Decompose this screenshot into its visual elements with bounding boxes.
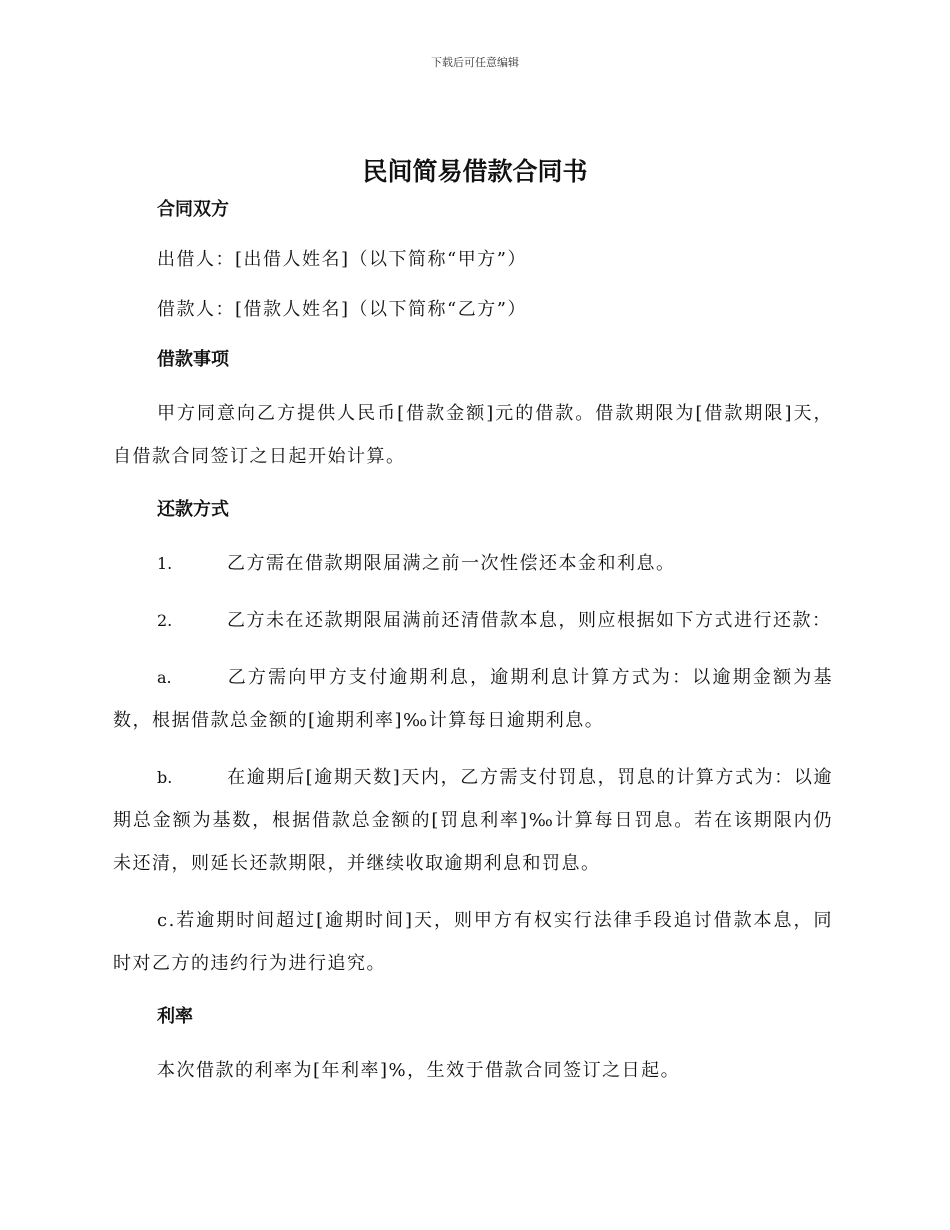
repayment-item-a <box>113 656 833 742</box>
repayment-item-2 <box>113 599 833 642</box>
interest-paragraph: 本次借款的利率为[年利率]%，生效于借款合同签订之日起。 <box>157 1060 681 1081</box>
list-item-text: 乙方需向甲方支付逾期利息，逾期利息计算方式为：以逾期金额为基数，根据借款总金额的[逾期利率]‰计算每日逾期利息。 <box>113 667 833 731</box>
document-body <box>113 192 833 1092</box>
repayment-item-c: c.若逾期时间超过[逾期时间]天，则甲方有权实行法律手段追讨借款本息，同时对乙方的违约行为进行追究。 <box>113 910 833 974</box>
section-heading-loan: 借款事项 <box>157 349 229 370</box>
document-title: 民间简易借款合同书 <box>362 157 588 186</box>
list-marker: 2. <box>157 611 173 630</box>
lender-line: 出借人：[出借人姓名]（以下简称“甲方”） <box>157 249 527 270</box>
list-item-text: 乙方未在还款期限届满前还清借款本息，则应根据如下方式进行还款： <box>227 610 832 631</box>
list-marker: 1. <box>157 554 173 573</box>
list-marker: b. <box>157 768 173 787</box>
section-heading-interest: 利率 <box>157 1006 193 1027</box>
header-note: 下载后可任意编辑 <box>431 56 519 69</box>
repayment-item-b <box>113 756 833 885</box>
loan-paragraph: 甲方同意向乙方提供人民币[借款金额]元的借款。借款期限为[借款期限]天，自借款合同签订之日起开始计算。 <box>113 403 833 467</box>
section-heading-parties: 合同双方 <box>157 199 229 220</box>
list-item-text: 乙方需在借款期限届满之前一次性偿还本金和利息。 <box>227 553 676 574</box>
borrower-line: 借款人：[借款人姓名]（以下简称“乙方”） <box>157 299 527 320</box>
list-item-text: 在逾期后[逾期天数]天内，乙方需支付罚息，罚息的计算方式为：以逾期总金额为基数，根据借款总金额的[罚息利率]‰计算每日罚息。若在该期限内仍未还清，则延长还款期限，并继续收取逾期利息和罚息。 <box>113 767 833 874</box>
section-heading-repayment: 还款方式 <box>157 499 229 520</box>
list-marker: a. <box>157 668 172 687</box>
repayment-item-1 <box>113 542 833 585</box>
